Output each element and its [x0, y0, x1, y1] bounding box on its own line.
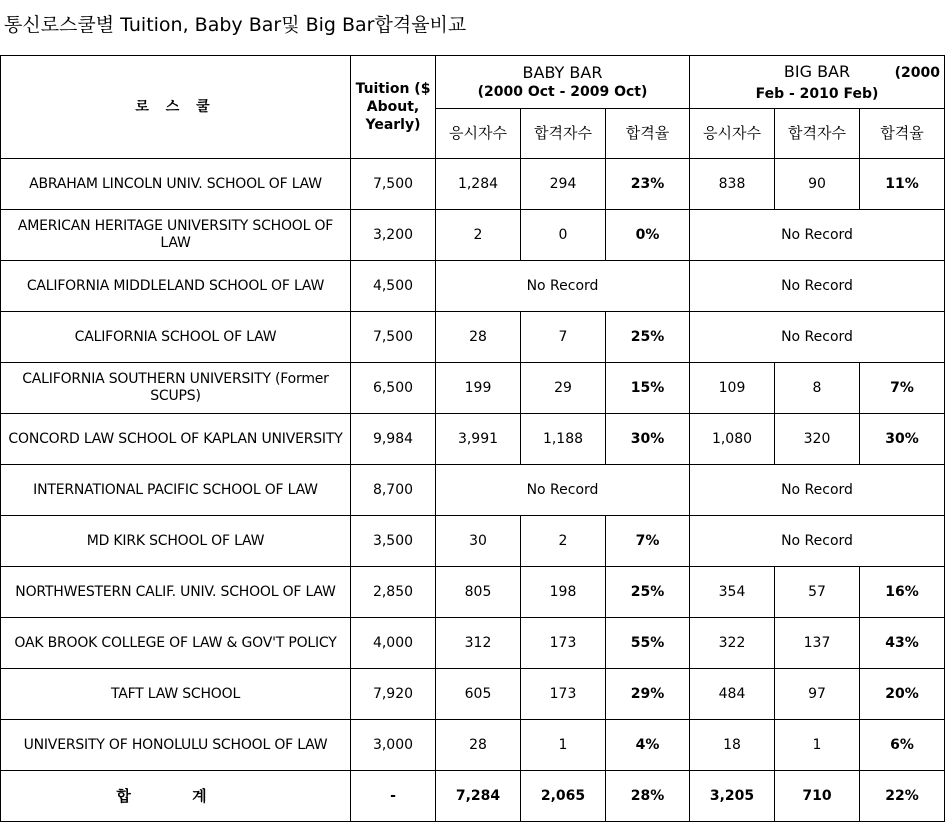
- baby-passers-cell: 294: [521, 159, 606, 210]
- big-passers-cell: 8: [775, 363, 860, 414]
- big-pass-rate-cell: 30%: [860, 414, 945, 465]
- baby-applicants-cell: 312: [436, 618, 521, 669]
- big-bar-title: BIG BAR: [783, 62, 851, 81]
- baby-passers-cell: 0: [521, 210, 606, 261]
- tuition-cell: 6,500: [351, 363, 436, 414]
- table-row: [1, 312, 945, 363]
- baby-no-record-cell: No Record: [436, 261, 690, 312]
- tuition-cell: 4,500: [351, 261, 436, 312]
- table-row: [1, 363, 945, 414]
- baby-applicants-cell: 28: [436, 312, 521, 363]
- total-big-applicants-cell: 3,205: [690, 771, 775, 822]
- table-row: [1, 159, 945, 210]
- big-pass-rate-cell: 11%: [860, 159, 945, 210]
- total-tuition-cell: -: [351, 771, 436, 822]
- table-row: [1, 414, 945, 465]
- baby-pass-rate-cell: 0%: [606, 210, 690, 261]
- baby-pass-rate-cell: 23%: [606, 159, 690, 210]
- page-title: 통신로스쿨별 Tuition, Baby Bar및 Big Bar합격율비교: [4, 14, 467, 36]
- table-row: [1, 567, 945, 618]
- tuition-cell: 3,500: [351, 516, 436, 567]
- big-applicants-cell: 1,080: [690, 414, 775, 465]
- big-no-record-cell: No Record: [690, 312, 945, 363]
- big-bar-year: (2000: [894, 65, 940, 81]
- tuition-cell: 9,984: [351, 414, 436, 465]
- big-applicants-cell: 484: [690, 669, 775, 720]
- big-applicants-cell: 109: [690, 363, 775, 414]
- table-row: [1, 516, 945, 567]
- baby-pass-rate-cell: 29%: [606, 669, 690, 720]
- tuition-cell: 2,850: [351, 567, 436, 618]
- baby-passers-cell: 29: [521, 363, 606, 414]
- big-pass-rate-header: 합격율: [860, 109, 945, 159]
- school-name-cell: INTERNATIONAL PACIFIC SCHOOL OF LAW: [1, 465, 351, 516]
- baby-passers-cell: 198: [521, 567, 606, 618]
- baby-applicants-cell: 1,284: [436, 159, 521, 210]
- baby-pass-rate-cell: 25%: [606, 312, 690, 363]
- baby-applicants-cell: 30: [436, 516, 521, 567]
- tuition-cell: 7,920: [351, 669, 436, 720]
- total-baby-applicants-cell: 7,284: [436, 771, 521, 822]
- school-column-header: [1, 56, 351, 159]
- big-bar-header: [690, 56, 945, 109]
- baby-pass-rate-cell: 7%: [606, 516, 690, 567]
- tuition-cell: 3,000: [351, 720, 436, 771]
- school-name-cell: NORTHWESTERN CALIF. UNIV. SCHOOL OF LAW: [1, 567, 351, 618]
- tuition-cell: 3,200: [351, 210, 436, 261]
- baby-applicants-cell: 2: [436, 210, 521, 261]
- big-applicants-cell: 354: [690, 567, 775, 618]
- tuition-cell: 8,700: [351, 465, 436, 516]
- baby-applicants-cell: 605: [436, 669, 521, 720]
- school-name-cell: AMERICAN HERITAGE UNIVERSITY SCHOOL OF LAW: [1, 210, 351, 261]
- big-pass-rate-cell: 43%: [860, 618, 945, 669]
- baby-no-record-cell: No Record: [436, 465, 690, 516]
- table-row: [1, 261, 945, 312]
- baby-applicants-cell: 199: [436, 363, 521, 414]
- table-row: [1, 720, 945, 771]
- table-row: [1, 669, 945, 720]
- total-big-passers-cell: 710: [775, 771, 860, 822]
- school-column-label: 로 스 쿨: [135, 98, 216, 115]
- big-no-record-cell: No Record: [690, 516, 945, 567]
- baby-passers-cell: 1,188: [521, 414, 606, 465]
- tuition-cell: 7,500: [351, 159, 436, 210]
- big-pass-rate-cell: 6%: [860, 720, 945, 771]
- baby-pass-rate-cell: 30%: [606, 414, 690, 465]
- table-row: [1, 618, 945, 669]
- big-passers-cell: 57: [775, 567, 860, 618]
- table-row: [1, 465, 945, 516]
- baby-bar-header: [436, 56, 690, 109]
- baby-passers-cell: 173: [521, 618, 606, 669]
- school-name-cell: OAK BROOK COLLEGE OF LAW & GOV'T POLICY: [1, 618, 351, 669]
- school-name-cell: TAFT LAW SCHOOL: [1, 669, 351, 720]
- big-applicants-cell: 322: [690, 618, 775, 669]
- baby-passers-cell: 7: [521, 312, 606, 363]
- big-pass-rate-cell: 7%: [860, 363, 945, 414]
- tuition-cell: 7,500: [351, 312, 436, 363]
- big-no-record-cell: No Record: [690, 465, 945, 516]
- baby-pass-rate-cell: 25%: [606, 567, 690, 618]
- baby-applicants-cell: 805: [436, 567, 521, 618]
- total-baby-pass-rate-cell: 28%: [606, 771, 690, 822]
- baby-pass-rate-cell: 15%: [606, 363, 690, 414]
- baby-passers-header: 합격자수: [521, 109, 606, 159]
- school-name-cell: ABRAHAM LINCOLN UNIV. SCHOOL OF LAW: [1, 159, 351, 210]
- total-baby-passers-cell: 2,065: [521, 771, 606, 822]
- big-passers-cell: 97: [775, 669, 860, 720]
- big-passers-cell: 1: [775, 720, 860, 771]
- total-row: [1, 771, 945, 822]
- big-passers-header: 합격자수: [775, 109, 860, 159]
- big-passers-cell: 137: [775, 618, 860, 669]
- tuition-header-line2: About,: [366, 99, 420, 115]
- school-name-cell: UNIVERSITY OF HONOLULU SCHOOL OF LAW: [1, 720, 351, 771]
- baby-applicants-cell: 3,991: [436, 414, 521, 465]
- total-label-cell: 합 계: [1, 771, 351, 822]
- baby-passers-cell: 1: [521, 720, 606, 771]
- table-row: [1, 210, 945, 261]
- big-applicants-header: 응시자수: [690, 109, 775, 159]
- tuition-column-header: [351, 56, 436, 159]
- baby-pass-rate-cell: 4%: [606, 720, 690, 771]
- baby-passers-cell: 173: [521, 669, 606, 720]
- big-passers-cell: 320: [775, 414, 860, 465]
- big-pass-rate-cell: 20%: [860, 669, 945, 720]
- school-name-cell: CALIFORNIA SOUTHERN UNIVERSITY (Former SCUPS): [1, 363, 351, 414]
- big-applicants-cell: 838: [690, 159, 775, 210]
- tuition-header-line1: Tuition ($: [355, 81, 431, 97]
- big-passers-cell: 90: [775, 159, 860, 210]
- big-bar-range: Feb - 2010 Feb): [755, 86, 879, 102]
- school-name-cell: CONCORD LAW SCHOOL OF KAPLAN UNIVERSITY: [1, 414, 351, 465]
- baby-bar-range: (2000 Oct - 2009 Oct): [477, 84, 648, 100]
- baby-pass-rate-cell: 55%: [606, 618, 690, 669]
- baby-bar-title: BABY BAR: [522, 63, 603, 82]
- big-no-record-cell: No Record: [690, 210, 945, 261]
- school-name-cell: CALIFORNIA MIDDLELAND SCHOOL OF LAW: [1, 261, 351, 312]
- tuition-header-line3: Yearly): [365, 117, 421, 133]
- tuition-cell: 4,000: [351, 618, 436, 669]
- total-big-pass-rate-cell: 22%: [860, 771, 945, 822]
- big-applicants-cell: 18: [690, 720, 775, 771]
- school-name-cell: CALIFORNIA SCHOOL OF LAW: [1, 312, 351, 363]
- baby-applicants-cell: 28: [436, 720, 521, 771]
- baby-applicants-header: 응시자수: [436, 109, 521, 159]
- law-school-comparison-table: [0, 55, 945, 822]
- baby-pass-rate-header: 합격율: [606, 109, 690, 159]
- big-pass-rate-cell: 16%: [860, 567, 945, 618]
- big-no-record-cell: No Record: [690, 261, 945, 312]
- baby-passers-cell: 2: [521, 516, 606, 567]
- school-name-cell: MD KIRK SCHOOL OF LAW: [1, 516, 351, 567]
